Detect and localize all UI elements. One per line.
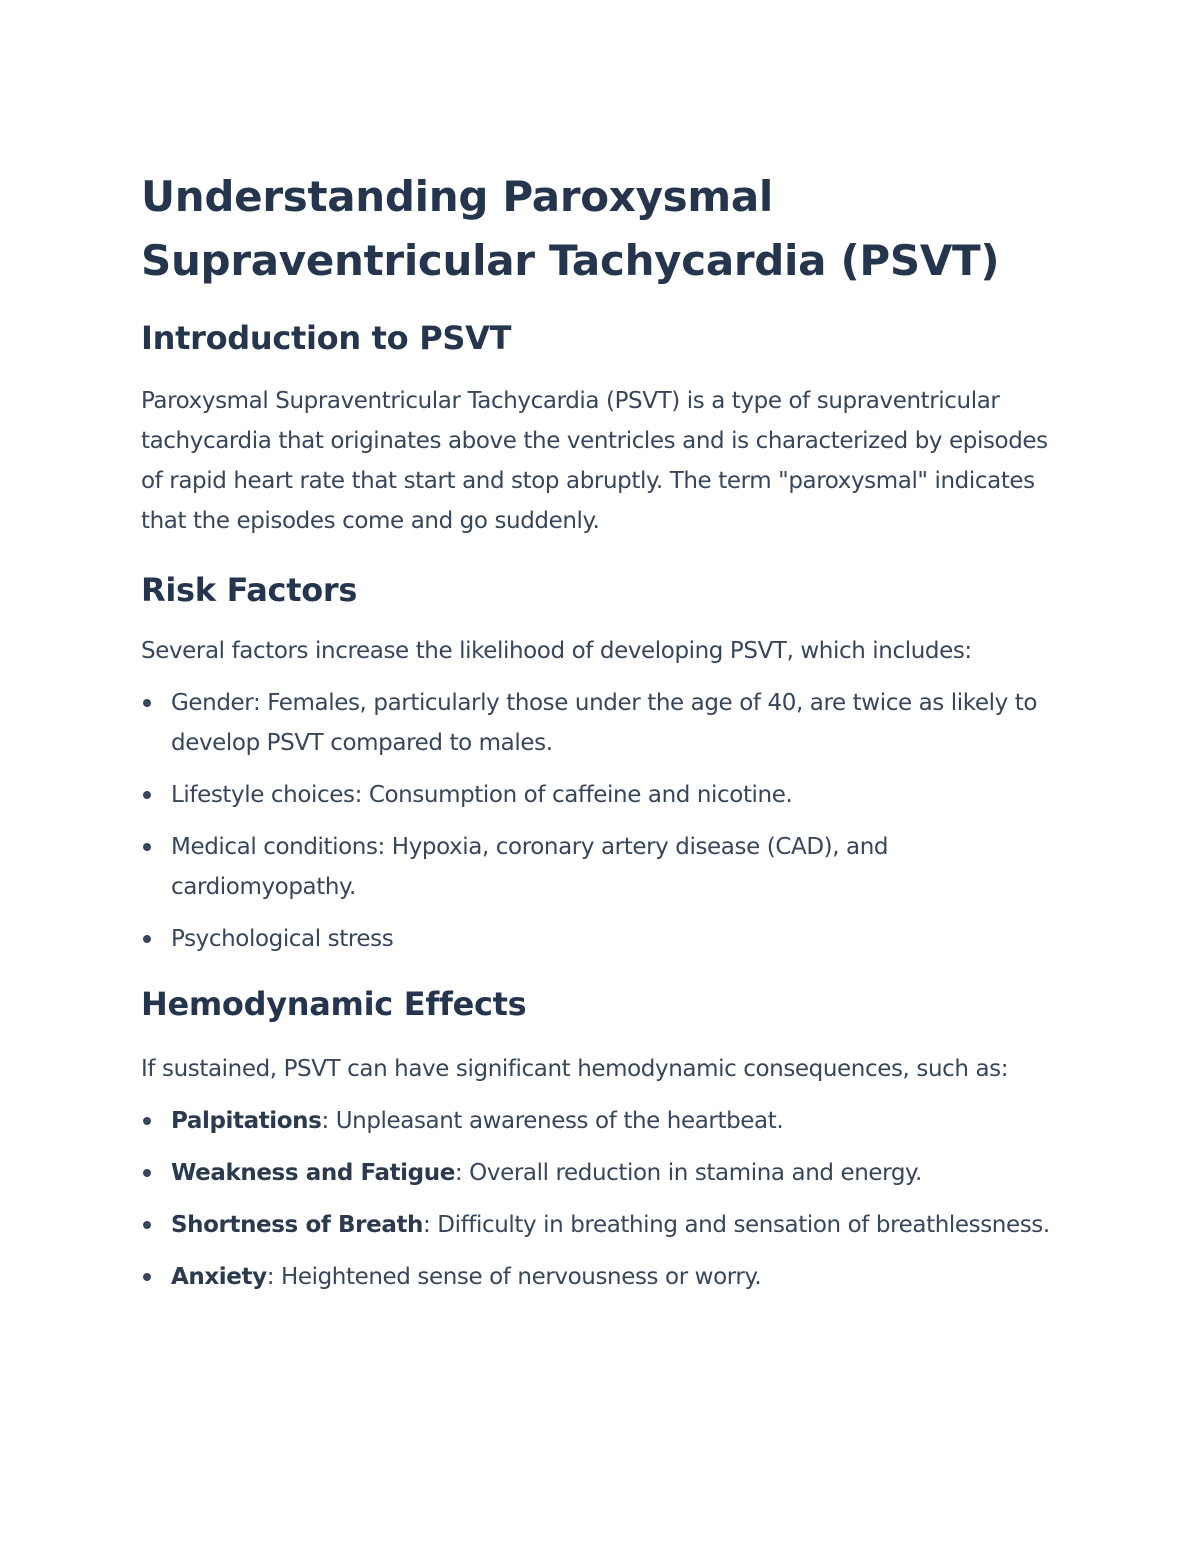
list-item-description: : Unpleasant awareness of the heartbeat. xyxy=(321,1108,784,1134)
hemodynamic-effects-list xyxy=(141,1101,1061,1297)
list-item-text: Lifestyle choices: Consumption of caffeine and nicotine. xyxy=(171,782,793,808)
list-item-term: Weakness and Fatigue xyxy=(171,1160,455,1186)
list-item xyxy=(141,1101,1061,1141)
section-heading-introduction: Introduction to PSVT xyxy=(141,319,512,357)
list-item-text: Medical conditions: Hypoxia, coronary artery disease (CAD), and cardiomyopathy. xyxy=(171,834,889,900)
bullet-icon xyxy=(143,1221,151,1229)
bullet-icon xyxy=(143,843,151,851)
bullet-icon xyxy=(143,791,151,799)
bullet-icon xyxy=(143,1273,151,1281)
list-item xyxy=(141,775,1061,815)
bullet-icon xyxy=(143,1169,151,1177)
list-item-description: : Heightened sense of nervousness or worry. xyxy=(266,1264,762,1290)
list-item-description: : Overall reduction in stamina and energy. xyxy=(454,1160,922,1186)
risk-factors-intro: Several factors increase the likelihood of developing PSVT, which includes: xyxy=(141,638,972,664)
risk-factors-list xyxy=(141,683,1061,959)
section-heading-hemodynamic-effects: Hemodynamic Effects xyxy=(141,985,527,1023)
bullet-icon xyxy=(143,935,151,943)
list-item-text: Gender: Females, particularly those under the age of 40, are twice as likely to develop PSVT compared to males. xyxy=(171,690,1038,756)
hemodynamic-effects-intro: If sustained, PSVT can have significant hemodynamic consequences, such as: xyxy=(141,1056,1009,1082)
page-title: Understanding Paroxysmal Supraventricular Tachycardia (PSVT) xyxy=(141,172,1000,285)
list-item-term: Anxiety xyxy=(171,1264,267,1290)
document-page xyxy=(141,165,1061,1309)
list-item-description: : Difficulty in breathing and sensation of breathlessness. xyxy=(423,1212,1050,1238)
list-item xyxy=(141,1205,1061,1245)
list-item xyxy=(141,919,1061,959)
introduction-paragraph: Paroxysmal Supraventricular Tachycardia (PSVT) is a type of supraventricular tachycardia that originates above the ventricles and is characterized by episodes of rapid heart rate that start and stop abruptly. The term "paroxysmal" indicates that the episodes come and go suddenly. xyxy=(141,388,1048,534)
bullet-icon xyxy=(143,699,151,707)
bullet-icon xyxy=(143,1117,151,1125)
list-item-term: Shortness of Breath xyxy=(171,1212,424,1238)
section-heading-risk-factors: Risk Factors xyxy=(141,571,358,609)
list-item xyxy=(141,1257,1061,1297)
list-item xyxy=(141,1153,1061,1193)
list-item-text: Psychological stress xyxy=(171,926,394,952)
list-item xyxy=(141,827,1061,907)
list-item xyxy=(141,683,1061,763)
list-item-term: Palpitations xyxy=(171,1108,322,1134)
